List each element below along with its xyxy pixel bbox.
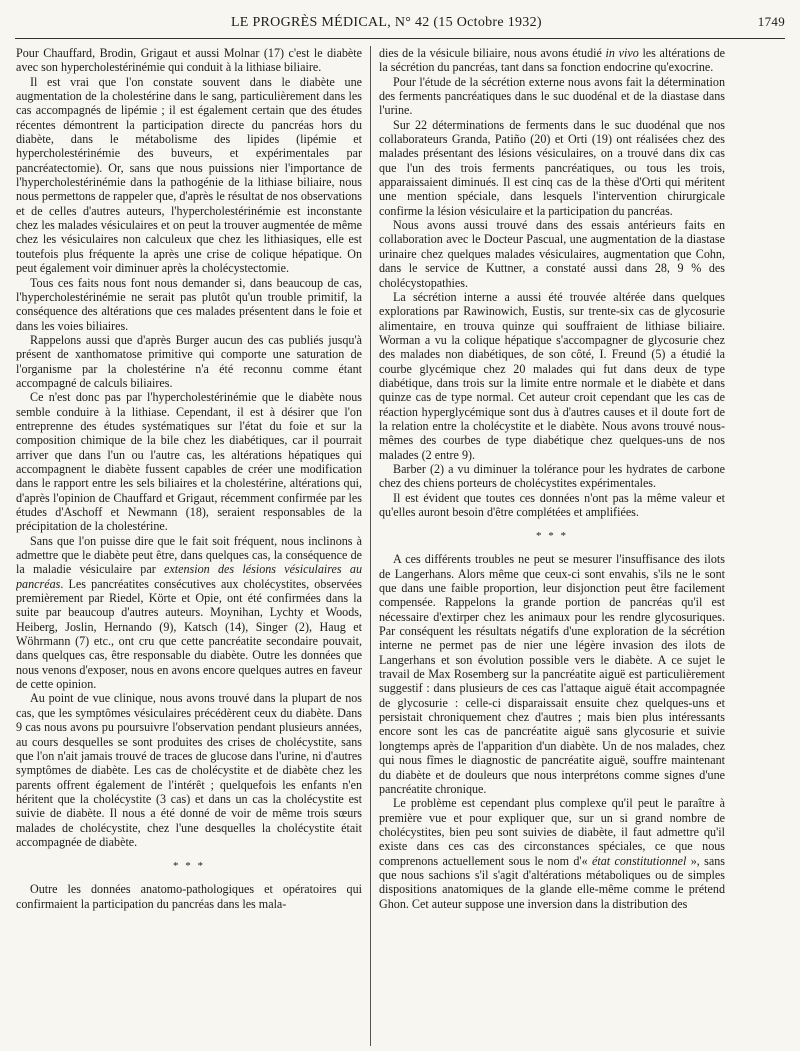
paragraph (379, 796, 725, 911)
paragraph: Pour Chauffard, Brodin, Grigaut et aussi Molnar (17) c'est le diabète avec son hypercholestérinémie qui conduit à la lithiase biliaire. (16, 46, 362, 75)
paragraph: La sécrétion interne a aussi été trouvée altérée dans quelques explorations par Rawinowich, Eustis, sur trente-six cas de glycosurie alimentaire, en trouva quinze qui souffraient de lithiase biliaire. Worman a vu la colique hépatique s'accompagner de glycosurie chez des malades non diabétiques, de son côté, I. Freund (5) a étudié la courbe glycémique chez 20 malades qui fut dans deux de type diabétique, dans trois sur la limite entre normale et le diabète et dans quinze cas de type normal. Cet auteur croit cependant que les cas de réaction hyperglycémique sont dus à d'autres causes et il doute fort de la relation entre la cholécystite et le diabète. Nous avons trouvé nous-mêmes des courbes de type diabétique chez quelques-uns de nos malades (2 entre 9). (379, 289, 725, 462)
column-divider (370, 46, 371, 1046)
paragraph: Outre les données anatomo-pathologiques et opératoires qui confirmaient la participation du pancréas dans les mala- (16, 882, 362, 911)
header-rule (15, 38, 785, 39)
paragraph: Il est vrai que l'on constate souvent dans le diabète une augmentation de la cholestérine dans le sang, particulièrement dans les cas accompagnés de lipémie ; il est également certain que des études récentes démontrent la participation directe du pancréas hors du diabète, dans le métabolisme des lipides (lipémie et hypercholestérinémie des buveurs, et expérimentales par pancréatectomie). Or, sans que nous puissions nier l'importance de l'hypercholestérinémie dans la pathogénie de la lithiase biliaire, nous nous permettons de rappeler que, d'après le résultat de nos observations et de celles d'autres auteurs, l'hypercholestérinémie est inconstante chez les malades vésiculaires et on peut la trouver augmentée de même chez les vésiculaires non calculeux que chez les lithiasiques, elle est toutefois plus fréquente la après une crise de colique hépatique. On peut également voir diminuer après la cholécystectomie. (16, 74, 362, 276)
paragraph: Rappelons aussi que d'après Burger aucun des cas publiés jusqu'à présent de xanthomatose primitive qui comporte une saturation de l'organisme par la cholestérine n'a été reconnu comme étant accompagné de calculs biliaires. (16, 332, 362, 390)
section-separator: * * * (173, 860, 205, 873)
paragraph: Ce n'est donc pas par l'hypercholestérinémie que le diabète nous semble conduire à la lithiase. Cependant, il est à désirer que l'on entreprenne des études systématiques sur l'état du foie et sur la composition chimique de la bile chez les diabétiques, car il pourrait arriver que dans l'un ou l'autre cas, les altérations hépatiques qui accompagnent le diabète fussent capables de créer une modification dans le rapport entre les sels biliaires et la cholestérine, altérations qui, d'après l'opinion de Chauffard et Grigaut, récemment confirmée par les études d'Aschoff et Newmann (18), seraient responsables de la précipitation de la cholestérine. (16, 390, 362, 534)
paragraph: Pour l'étude de la sécrétion externe nous avons fait la détermination des ferments pancréatiques dans le suc duodénal et de la diastase dans l'urine. (379, 74, 725, 118)
paragraph (379, 46, 725, 75)
paragraph (16, 534, 362, 692)
text-run: Le problème est cependant plus complexe qu'il peut le paraître à première vue et pour expliquer que, sur un si grand nombre de cholécystites, bien peu sont suivies de diabète, il faut admettre qu'il existe dans ces cas des circonstances spéciales, ce que nous comprenons actuellement sous le nom d'« (379, 796, 725, 868)
emphasis: extension des lésions vésiculaires au pancréas (16, 562, 362, 591)
page-number: 1749 (757, 14, 785, 29)
emphasis: in vivo (605, 46, 639, 60)
text-run: les altérations de la sécrétion du pancréas, tant dans sa fonction endocrine qu'exocrine. (379, 46, 725, 75)
section-separator: * * * (536, 530, 568, 543)
text-run: Sans que l'on puisse dire que le fait soit fréquent, nous inclinons à admettre que le diabète peut être, dans quelques cas, la conséquence de la maladie vésiculaire par (16, 533, 362, 577)
paragraph: Il est évident que toutes ces données n'ont pas la même valeur et qu'elles auront besoin d'être complétées et amplifiées. (379, 490, 725, 519)
paragraph: Barber (2) a vu diminuer la tolérance pour les hydrates de carbone chez des chiens porteurs de cholécystites expérimentales. (379, 461, 725, 491)
text-run: », sans que nous sachions s'il s'agit d'altérations métaboliques ou de simples dispositions anatomiques de la glande elle-même comme le prétend Ghon. Cet auteur suppose une inversion dans la distribution des (379, 853, 725, 911)
paragraph: Sur 22 déterminations de ferments dans le suc duodénal que nos collaborateurs Granda, Patiño (20) et Orti (19) ont réalisées chez des malades présentant des lésions vésiculaires, on a trouvé dans dix cas que l'un des trois ferments pancréatiques, ou tous les trois, apparaissaient diminués. Il est cinq cas de la thèse d'Orti qui méritent une mention spéciale, dans lesquels l'intervention chirurgicale confirme la lésion vésiculaire et la participation du pancréas. (379, 117, 725, 218)
left-column (16, 46, 362, 1046)
emphasis: état constitutionnel (592, 853, 687, 868)
text-run: . Les pancréatites consécutives aux cholécystites, observées premièrement par Riedel, Körte et Opie, ont été confirmées dans la suite par beaucoup d'autres auteurs. Moynihan, Lychty et Woods, Heiberg, Joslin, Hernando (9), Katsch (14), Singer (2), Haug et Wöhrmann (7) etc., ont cru que cette pancréatite secondaire pouvait, dans quelques cas, être responsable du diabète. Outre les données que nous venons d'exposer, nous en avons encore quelques autres en faveur de cette opinion. (16, 576, 362, 692)
right-column (379, 46, 725, 1046)
running-header (15, 14, 785, 34)
paragraph: A ces différents troubles ne peut se mesurer l'insuffisance des ilots de Langerhans. Alors même que ceux-ci sont envahis, s'ils ne le sont que dans une faible proportion, leur disjonction peut être facilement compensée. Rappelons la grande portion de pancréas qu'il est nécessaire d'extirper chez les animaux pour les rendre glycosuriques. Par conséquent les résultats négatifs d'une exploration de la sécrétion interne ne permet pas de nier une légère invasion des ilots de Langerhans et son évolution possible vers le diabète. A ce sujet le travail de Max Rosemberg sur la pancréatite aiguë est particulièrement suggestif : dans plusieurs de ces cas l'attaque aiguë était accompagnée de glycosurie : celle-ci disparaissait ensuite chez quelques-uns et persistait chroniquement chez d'autres ; mais bien plus intéressants encore sont les cas de pancréatite aiguë sans glycosurie et suivie longtemps après de l'apparition d'un diabète. Un de nos malades, chez qui nous fîmes le diagnostic de pancréatite aiguë, souffre maintenant du diabète et de douleurs que nous interprétons comme signes d'une pancréatite chronique. (379, 552, 725, 796)
journal-title: LE PROGRÈS MÉDICAL, N° 42 (15 Octobre 1932) (230, 15, 542, 30)
paragraph: Au point de vue clinique, nous avons trouvé dans la plupart de nos cas, que les symptômes vésiculaires précédèrent ceux du diabète. Dans 9 cas nous avons pu poursuivre l'observation pendant plusieurs années, au cours desquelles se sont produites des crises de cholécystite, sans que l'on n'ait jamais trouvé de traces de glucose dans l'urine, ni d'autres symptômes de diabète. Les cas de cholécystite et de diabète chez les parents offrent également de l'intérêt ; quelquefois les enfants n'en héritent que la cholécystite (3 cas) et dans un cas la cholécystite est suivie de diabète. Il nous a été donné de voir de même trois sœurs malades de cholécystite, chez l'une desquelles la cholécystite était accompagnée de diabète. (16, 691, 362, 849)
paragraph: Tous ces faits nous font nous demander si, dans beaucoup de cas, l'hypercholestérinémie ne serait pas plutôt qu'un trouble primitif, la conséquence des altérations que ces malades présentent dans le foie et dans les voies biliaires. (16, 275, 362, 333)
paragraph: Nous avons aussi trouvé dans des essais antérieurs faits en collaboration avec le Docteur Pascual, une augmentation de la diastase urinaire chez quelques malades vésiculaires, augmentation que Cohn, dans le service de Kuttner, a constaté aussi dans 28, 9 % des cholécystopathies. (379, 218, 725, 290)
text-run: dies de la vésicule biliaire, nous avons étudié (379, 46, 606, 60)
